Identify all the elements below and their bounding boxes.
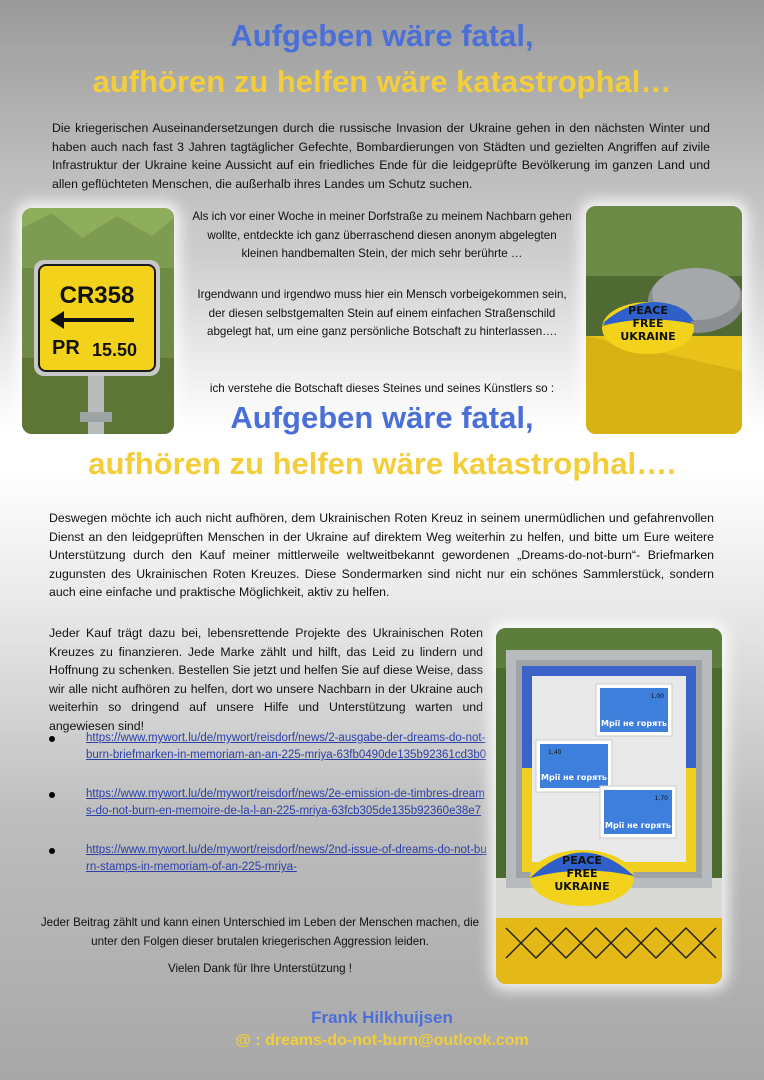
- stamp-1-text: Мрії не горять: [601, 719, 667, 728]
- bullet-icon: [49, 736, 55, 742]
- list-item: [49, 730, 489, 764]
- stone2-text-line-3: UKRAINE: [554, 880, 610, 893]
- stone-text-line-3: UKRAINE: [620, 330, 676, 343]
- framed-stamps-illustration: [496, 628, 722, 984]
- stamp-3: [600, 786, 676, 838]
- bullet-icon: [49, 792, 55, 798]
- stamp-3-text: Мрії не горять: [605, 821, 671, 830]
- header-title-line2: aufhören zu helfen wäre katastrophal…: [92, 64, 672, 99]
- sign-route-text: PR: [52, 337, 80, 359]
- stone-text-line-1: PEACE: [628, 304, 668, 317]
- stamp-2-text: Мрії не горять: [541, 773, 607, 782]
- headline2-line2: aufhören zu helfen wäre katastrophal….: [88, 446, 676, 481]
- link-list: [49, 730, 489, 898]
- intro-paragraph: Die kriegerischen Auseinandersetzungen durch die russische Invasion der Ukraine gehen in den nächsten Winter und haben auch nach fast 3 Jahren tagtäglicher Gefechte, Bombardierungen von Städten und gezielten Angriffen auf zivile Infrastruktur der Ukraine keine Aussicht auf ein friedliches Ende für die leidgeprüfte Bevölkerung im ganzen Land und allen geflüchteten Menschen, die außerhalb ihres Landes um Schutz suchen.: [52, 121, 710, 191]
- body-paragraph-1: Deswegen möchte ich auch nicht aufhören, dem Ukrainischen Roten Kreuz in seinem unermüdlichen und gefahrenvollen Dienst an den leidgeprüften Menschen in der Ukraine auf direktem Weg weiterhin zu helfen, und bitte um Eure weitere Unterstützung durch den Kauf meiner mittlerweile weltweitbekannt gewordenen „Dreams-do-not-burn“- Briefmarken zugunsten des Ukrainischen Roten Kreuzes. Diese Sondermarken sind nicht nur ein schönes Sammlerstück, sondern auch eine einfache und praktische Möglichkeit, aktiv zu helfen.: [49, 511, 714, 600]
- stone2-text-line-1: PEACE: [562, 854, 602, 867]
- stamp-1-value: 1,00: [650, 693, 664, 700]
- list-item: [49, 786, 489, 820]
- thanks-text: Vielen Dank für Ihre Unterstützung !: [167, 962, 353, 975]
- stamp-3-value: 1,70: [654, 795, 668, 802]
- signature-name: Frank Hilkhuijsen: [311, 1008, 453, 1027]
- body-paragraph-2: Jeder Kauf trägt dazu bei, lebensrettende Projekte des Ukrainischen Roten Kreuzes zu finanzieren. Jede Marke zählt und hilft, das Leid zu lindern und Hoffnung zu schenken. Bestellen Sie jetzt und helfen Sie auf diese Weise, dass wir alle nicht aufhören zu helfen, dort wo unsere Nachbarn in der Ukraine auch weiterhin so dringend auf unsere Hilfe und Unterstützung warten und angewiesen sind!: [49, 626, 483, 733]
- stamp-2: [536, 740, 612, 792]
- sign-distance-text: 15.50: [92, 340, 138, 360]
- article-link-1[interactable]: https://www.mywort.lu/de/mywort/reisdorf/news/2-ausgabe-der-dreams-do-not-burn-briefmarken-in-memoriam-an-an-225-mriya-63fb0490de135b92361cd3b0: [86, 732, 487, 761]
- article-link-2[interactable]: https://www.mywort.lu/de/mywort/reisdorf/news/2e-emission-de-timbres-dreams-do-not-burn-en-memoire-de-la-l-an-225-mriya-63fcb305de135b92360e38e7: [86, 788, 485, 817]
- bullet-icon: [49, 848, 55, 854]
- story-paragraph-3: ich verstehe die Botschaft dieses Steines und seines Künstlers so :: [209, 382, 555, 395]
- story-paragraph-1: Als ich vor einer Woche in meiner Dorfstraße zu meinem Nachbarn gehen wollte, entdeckte ich ganz überraschend diesen anonym abgelegten kleinen handbemalten Stein, der mich sehr berührte …: [192, 210, 572, 260]
- sign-code-text: CR358: [59, 282, 135, 309]
- headline2-line1: Aufgeben wäre fatal,: [230, 400, 534, 435]
- list-item: [49, 842, 489, 876]
- article-link-3[interactable]: https://www.mywort.lu/de/mywort/reisdorf/news/2nd-issue-of-dreams-do-not-burn-stamps-in-memoriam-of-an-225-mriya-: [86, 844, 487, 873]
- story-paragraph-2: Irgendwann und irgendwo muss hier ein Mensch vorbeigekommen sein, der diesen selbstgemalten Stein auf einem einfachen Straßenschild abgelegt hat, um eine ganz persönliche Botschaft zu hinterlassen….: [197, 288, 567, 338]
- stone2-text-line-2: FREE: [566, 867, 598, 880]
- stamp-1: [596, 684, 672, 736]
- header-title-line1: Aufgeben wäre fatal,: [230, 18, 534, 53]
- framed-stamps-photo: [496, 628, 722, 984]
- signature-email[interactable]: @ : dreams-do-not-burn@outlook.com: [235, 1032, 529, 1049]
- stone-text-line-2: FREE: [632, 317, 664, 330]
- closing-paragraph: Jeder Beitrag zählt und kann einen Unterschied im Leben der Menschen machen, die unter den Folgen dieser brutalen kriegerischen Aggression leiden.: [40, 916, 480, 948]
- stamp-2-value: 1,40: [548, 749, 562, 756]
